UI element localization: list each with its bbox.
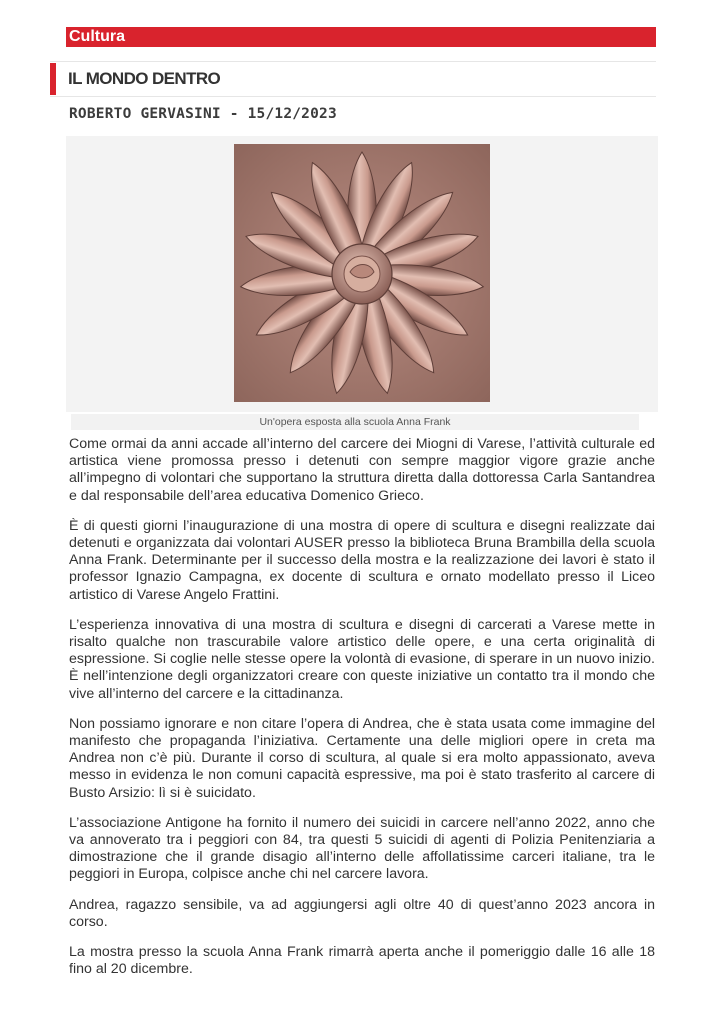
section-header-bar xyxy=(66,27,656,47)
section-label: Cultura xyxy=(69,28,125,45)
paragraph: È di questi giorni l’inaugurazione di una mostra di opere di scultura e disegni realizzate dai detenuti e organizzata dai volontari AUSER presso la biblioteca Bruna Brambilla della scuola Anna Frank. Determinante per il successo della mostra e la realizzazione dei lavori è stato il professor Ignazio Campagna, ex docente di scultura e ornato modellato presso il Liceo artistico di Varese Angelo Frattini. xyxy=(69,517,655,603)
paragraph: L’esperienza innovativa di una mostra di scultura e disegni di carcerati a Varese mette in risalto qualche non trascurabile valore artistico delle opere, e una certa originalità di espressione. Si coglie nelle stesse opere la volontà di evasione, di sperare in un nuovo inizio. È nell’intenzione degli organizzatori creare con queste iniziative un contatto tra il mondo che vive all’interno del carcere e la cittadinanza. xyxy=(69,616,655,702)
article-figure xyxy=(66,136,658,412)
image-caption: Un'opera esposta alla scuola Anna Frank xyxy=(71,414,639,430)
paragraph: L’associazione Antigone ha fornito il numero dei suicidi in carcere nell’anno 2022, anno che va annoverato tra i peggiori con 84, tra questi 5 suicidi di agenti di Polizia Penitenziaria a dimostrazione che il grande disagio all’interno delle affollatissime carceri italiane, tra le peggiori in Europa, colpisce anche chi nel carcere lavora. xyxy=(69,814,655,883)
paragraph: Andrea, ragazzo sensibile, va ad aggiungersi agli oltre 40 di quest’anno 2023 ancora in corso. xyxy=(69,896,655,930)
paragraph: La mostra presso la scuola Anna Frank rimarrà aperta anche il pomeriggio dalle 16 alle 18 fino al 20 dicembre. xyxy=(69,944,655,978)
article-title: IL MONDO DENTRO xyxy=(68,69,221,88)
paragraph: Come ormai da anni accade all’interno del carcere dei Miogni di Varese, l’attività culturale ed artistica viene promossa presso i detenuti con sempre maggior vigore grazie anche all’impegno di volontari che supportano la struttura diretta dalla dottoressa Carla Santandrea e dal responsabile dell’area educativa Domenico Grieco. xyxy=(69,436,655,504)
article-byline: ROBERTO GERVASINI - 15/12/2023 xyxy=(69,106,337,122)
paragraph: Non possiamo ignorare e non citare l’opera di Andrea, che è stata usata come immagine del manifesto che propaganda l’iniziativa. Certamente una delle migliori opere in creta ma Andrea non c’è più. Durante il corso di scultura, al quale si era molto appassionato, aveva messo in evidenza le non comuni capacità espressive, ma poi è stato trasferito al carcere di Busto Arsizio: lì si è suicidato. xyxy=(69,715,655,801)
title-accent-bar xyxy=(50,63,56,95)
article-body xyxy=(69,436,655,991)
article-title-row xyxy=(50,61,656,97)
sculpture-image xyxy=(234,144,490,402)
